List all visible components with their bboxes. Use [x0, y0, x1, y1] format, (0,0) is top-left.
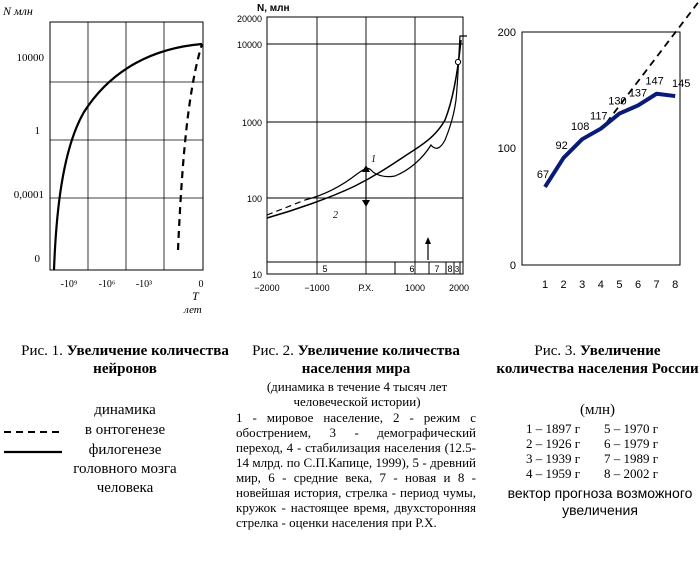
- fig2-y-tick: 20000: [236, 14, 262, 24]
- fig3-year-item: 1 – 1897 г: [526, 421, 581, 436]
- fig1-caption: [20, 342, 230, 378]
- fig3-year-item: 4 – 1959 г: [526, 466, 581, 481]
- fig3-x-tick: 2: [560, 279, 567, 291]
- fig1-legend-title: динамика: [94, 402, 156, 418]
- fig3-x-tick: 7: [653, 279, 660, 291]
- fig1-caption-prefix: Рис. 1.: [21, 343, 63, 359]
- fig3-data-label: 137: [628, 87, 648, 100]
- fig3-caption-title: Увеличение количества населения России: [496, 343, 699, 377]
- fig3-year-item: 8 – 2002 г: [604, 466, 659, 481]
- fig3-x-tick: 6: [634, 279, 642, 291]
- fig1-x-tick: -10³: [135, 279, 153, 290]
- fig2-x-tick: 1000: [404, 283, 426, 293]
- fig2-x-tick: −2000: [254, 283, 280, 293]
- fig2-period-label: 7: [434, 264, 440, 274]
- fig1-frame: [50, 22, 203, 270]
- figure-1-neurons-chart: [0, 0, 235, 330]
- fig2-y-tick: 1000: [241, 118, 262, 128]
- fig2-y-tick: 10: [251, 270, 262, 280]
- fig3-y-tick: 0: [509, 260, 516, 272]
- fig1-x-tick: -10⁹: [60, 279, 78, 290]
- fig1-y-tick: 0: [34, 253, 40, 265]
- fig2-x-tick: −1000: [304, 283, 330, 293]
- fig2-caption: [236, 342, 476, 378]
- fig1-y-axis-label: N млн: [3, 4, 33, 18]
- fig1-y-tick: 1: [34, 125, 40, 137]
- fig2-present-time-circle: [455, 59, 460, 64]
- fig1-x-axis-label: T: [192, 289, 199, 303]
- fig1-legend-tail-1: головного мозга: [73, 461, 177, 477]
- fig3-year-item: 2 – 1926 г: [526, 436, 581, 451]
- fig1-y-tick: 0,0001: [13, 189, 44, 201]
- fig2-x-tick: 2000: [448, 283, 470, 293]
- fig2-plague-arrow-head: [425, 237, 431, 244]
- fig1-ontogenesis-curve: [178, 44, 202, 250]
- fig3-x-tick: 1: [541, 279, 549, 291]
- fig2-curve-label: 2: [333, 210, 338, 221]
- fig2-period-label: 3: [454, 265, 460, 274]
- fig2-y-tick: 10000: [236, 40, 262, 50]
- fig1-x-axis-unit: лет: [184, 304, 202, 316]
- fig2-frame: [267, 17, 463, 274]
- fig2-caption-title: Увеличение количества населения мира: [297, 343, 460, 377]
- fig2-description: 1 - мировое население, 2 - режим с обострением, 3 - демографический переход, 4 - стабилизация населения (12.5-14 млрд. по С.П.Капице, 1999), 5 - древний мир, 6 - средние века, 7 - новая и 8 - новейшая история, стрелка - период чумы, кружок - настоящее время, двухсторонняя стрелка - оценки населения при Р.Х.: [236, 410, 476, 530]
- fig2-curve-2-blowup-regime: [267, 40, 461, 218]
- fig2-x-tick: Р.Х.: [358, 283, 374, 293]
- fig1-caption-title: Увеличение количества нейронов: [66, 343, 229, 377]
- fig2-caption-sub: (динамика в течение 4 тысяч лет человеческой истории): [266, 379, 448, 409]
- fig3-years-left: [526, 421, 601, 481]
- fig3-x-tick: 4: [597, 279, 604, 291]
- fig2-caption-prefix: Рис. 2.: [252, 343, 294, 359]
- fig1-legend-swatches: [0, 422, 70, 462]
- fig3-data-label: 67: [536, 168, 550, 181]
- fig1-x-tick: 0: [198, 279, 204, 290]
- fig3-caption: [495, 342, 700, 378]
- fig3-y-tick: 100: [497, 143, 516, 155]
- fig3-x-tick: 8: [672, 279, 679, 291]
- fig2-estimate-arrow-head-down: [362, 200, 370, 207]
- figure-3-russia-population-chart: [488, 0, 700, 300]
- fig3-unit: (млн): [580, 402, 615, 418]
- fig3-caption-prefix: Рис. 3.: [534, 343, 577, 359]
- figure-2-world-population-chart: [235, 0, 480, 300]
- fig3-data-label: 92: [555, 139, 568, 152]
- fig2-curve-label: 1: [371, 154, 376, 165]
- fig2-curve-1-world-population: [305, 36, 467, 200]
- fig3-years-right: [604, 421, 684, 481]
- fig1-phylogenesis-curve: [54, 44, 202, 270]
- fig1-x-tick: -10⁶: [98, 279, 116, 290]
- fig3-year-item: 6 – 1979 г: [604, 436, 659, 451]
- fig3-data-label: 108: [571, 121, 590, 134]
- fig3-y-tick: 200: [497, 27, 516, 39]
- fig3-year-item: 5 – 1970 г: [604, 421, 659, 436]
- fig3-year-item: 7 – 1989 г: [604, 451, 659, 466]
- fig3-data-label: 130: [608, 95, 627, 108]
- fig2-period-label: 6: [409, 264, 415, 274]
- fig3-x-tick: 3: [579, 279, 586, 291]
- fig2-period-label: 8: [447, 264, 453, 274]
- fig1-legend-solid-label: филогенезе: [88, 442, 162, 458]
- fig3-forecast-caption: вектор прогноза возможного увеличения: [507, 485, 693, 518]
- fig2-y-tick: 100: [246, 194, 262, 204]
- fig2-y-axis-label: N, млн: [257, 3, 290, 14]
- fig3-data-label: 145: [672, 78, 691, 91]
- fig3-frame: [522, 32, 680, 265]
- fig1-legend-tail-2: человека: [96, 480, 154, 496]
- fig1-y-tick: 10000: [16, 52, 44, 64]
- fig1-legend-dashed-label: в онтогенезе: [84, 422, 166, 438]
- fig2-period-label: 5: [322, 264, 328, 274]
- fig3-data-label: 147: [645, 75, 664, 88]
- fig3-x-ticks: [542, 279, 678, 291]
- fig3-year-item: 3 – 1939 г: [526, 451, 581, 466]
- fig3-x-tick: 5: [616, 279, 623, 291]
- fig3-data-label: 117: [590, 110, 608, 123]
